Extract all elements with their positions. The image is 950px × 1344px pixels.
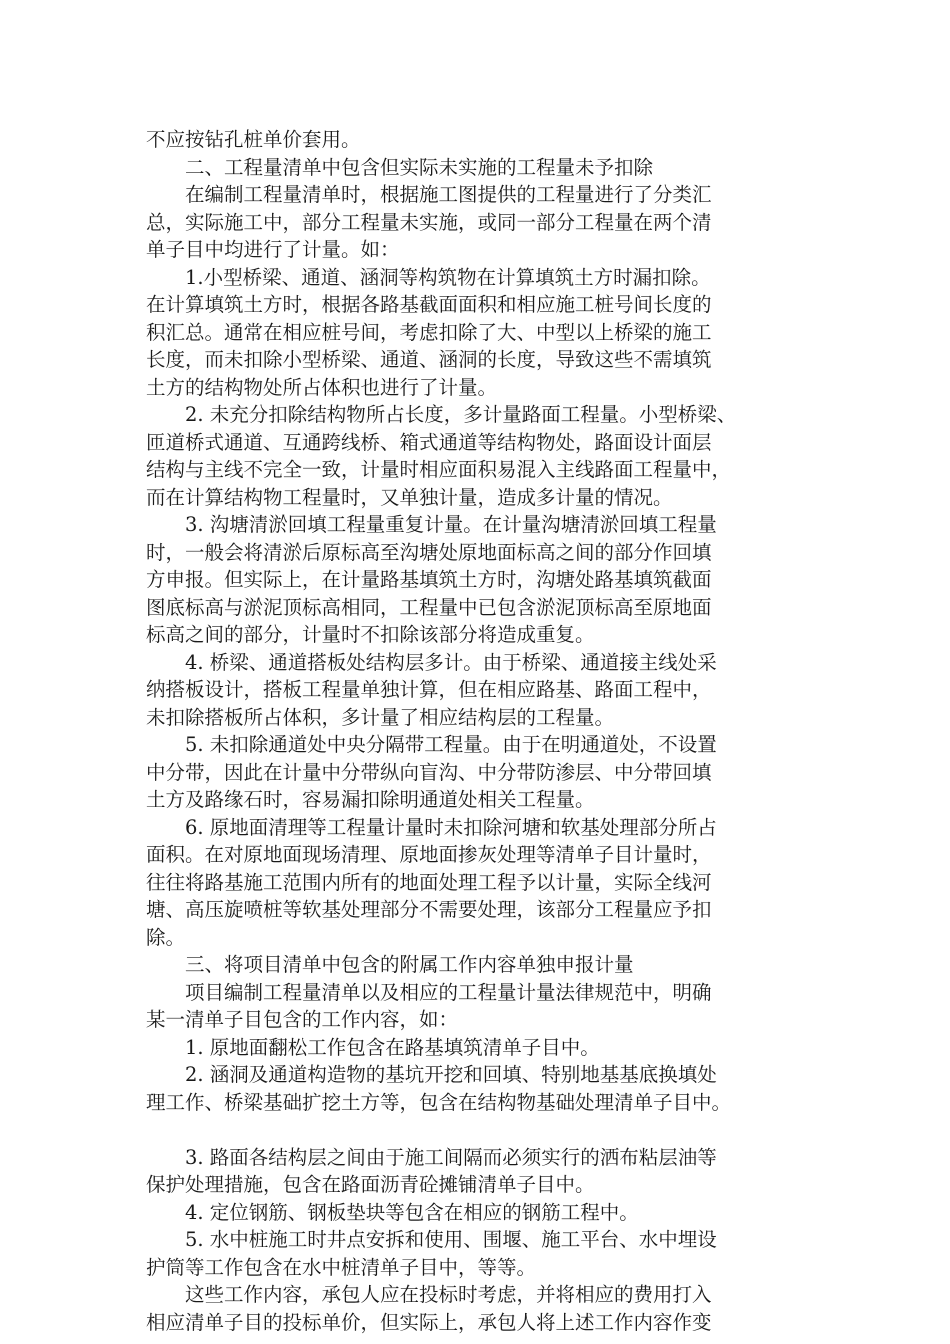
text-line: 保护处理措施，包含在路面沥青砼摊铺清单子目中。	[146, 1173, 595, 1196]
text-line: 项目编制工程量清单以及相应的工程量计量法律规范中，明确	[146, 980, 712, 1004]
text-line: 方申报。但实际上，在计量路基填筑土方时，沟塘处路基填筑截面	[146, 568, 712, 591]
document-body	[146, 126, 806, 1336]
text-line: 某一清单子目包含的工作内容，如：	[146, 1008, 459, 1031]
text-line: 2. 涵洞及通道构造物的基坑开挖和回填、特别地基基底换填处	[146, 1063, 717, 1086]
text-line: 护筒等工作包含在水中桩清单子目中，等等。	[146, 1255, 537, 1279]
text-line: 土方的结构物处所占体积也进行了计量。	[146, 375, 498, 399]
text-line: 标高之间的部分，计量时不扣除该部分将造成重复。	[146, 623, 595, 646]
text-line: 未扣除搭板所占体积，多计量了相应结构层的工程量。	[146, 705, 615, 729]
text-line: 纳搭板设计，搭板工程量单独计算，但在相应路基、路面工程中，	[146, 678, 712, 701]
text-line: 6. 原地面清理等工程量计量时未扣除河塘和软基处理部分所占	[146, 815, 717, 839]
text-line: 单子目中均进行了计量。如：	[146, 238, 400, 261]
text-line: 面积。在对原地面现场清理、原地面掺灰处理等清单子目计量时，	[146, 843, 712, 866]
text-line: 长度，而未扣除小型桥梁、通道、涵洞的长度，导致这些不需填筑	[146, 348, 712, 371]
text-line: 时，一般会将清淤后原标高至沟塘处原地面标高之间的部分作回填	[146, 540, 712, 564]
text-line: 1.小型桥梁、通道、涵洞等构筑物在计算填筑土方时漏扣除。	[146, 265, 711, 289]
text-line: 4. 桥梁、通道搭板处结构层多计。由于桥梁、通道接主线处采	[146, 650, 717, 674]
text-line: 而在计算结构物工程量时，又单独计量，造成多计量的情况。	[146, 485, 673, 509]
text-line: 积汇总。通常在相应桩号间，考虑扣除了大、中型以上桥梁的施工	[146, 320, 712, 344]
blank-line	[146, 1116, 806, 1144]
text-line: 5. 水中桩施工时井点安拆和使用、围堰、施工平台、水中埋设	[146, 1228, 717, 1251]
text-line: 在计算填筑土方时，根据各路基截面面积和相应施工桩号间长度的	[146, 293, 712, 316]
text-line: 5. 未扣除通道处中央分隔带工程量。由于在明通道处，不设置	[146, 733, 717, 756]
text-line: 1. 原地面翻松工作包含在路基填筑清单子目中。	[146, 1035, 600, 1059]
text-line: 结构与主线不完全一致，计量时相应面积易混入主线路面工程量中，	[146, 458, 732, 481]
text-line: 不应按钻孔桩单价套用。	[146, 128, 361, 151]
text-line: 在编制工程量清单时，根据施工图提供的工程量进行了分类汇	[146, 183, 712, 206]
text-line: 这些工作内容，承包人应在投标时考虑，并将相应的费用打入	[146, 1283, 712, 1306]
text-line: 往往将路基施工范围内所有的地面处理工程予以计量，实际全线河	[146, 870, 712, 894]
text-line: 3. 沟塘清淤回填工程量重复计量。在计量沟塘清淤回填工程量	[146, 513, 717, 536]
section-heading: 三、将项目清单中包含的附属工作内容单独申报计量	[146, 953, 634, 976]
text-line: 土方及路缘石时，容易漏扣除明通道处相关工程量。	[146, 788, 595, 811]
text-line: 塘、高压旋喷桩等软基处理部分不需要处理，该部分工程量应予扣	[146, 898, 712, 921]
section-heading: 二、工程量清单中包含但实际未实施的工程量未予扣除	[146, 155, 654, 179]
text-line: 2. 未充分扣除结构物所占长度，多计量路面工程量。小型桥梁、	[146, 403, 737, 426]
text-line: 总，实际施工中，部分工程量未实施，或同一部分工程量在两个清	[146, 210, 712, 234]
text-line: 图底标高与淤泥顶标高相同，工程量中已包含淤泥顶标高至原地面	[146, 595, 712, 619]
text-line: 除。	[146, 925, 186, 949]
text-line: 3. 路面各结构层之间由于施工间隔而必须实行的洒布粘层油等	[146, 1145, 717, 1169]
text-line: 相应清单子目的投标单价，但实际上，承包人将上述工作内容作变	[146, 1310, 712, 1334]
text-line: 中分带，因此在计量中分带纵向盲沟、中分带防渗层、中分带回填	[146, 760, 712, 784]
text-line: 4. 定位钢筋、钢板垫块等包含在相应的钢筋工程中。	[146, 1200, 639, 1224]
text-line: 匝道桥式通道、互通跨线桥、箱式通道等结构物处，路面设计面层	[146, 430, 712, 454]
text-line: 理工作、桥梁基础扩挖土方等，包含在结构物基础处理清单子目中。	[146, 1090, 732, 1114]
